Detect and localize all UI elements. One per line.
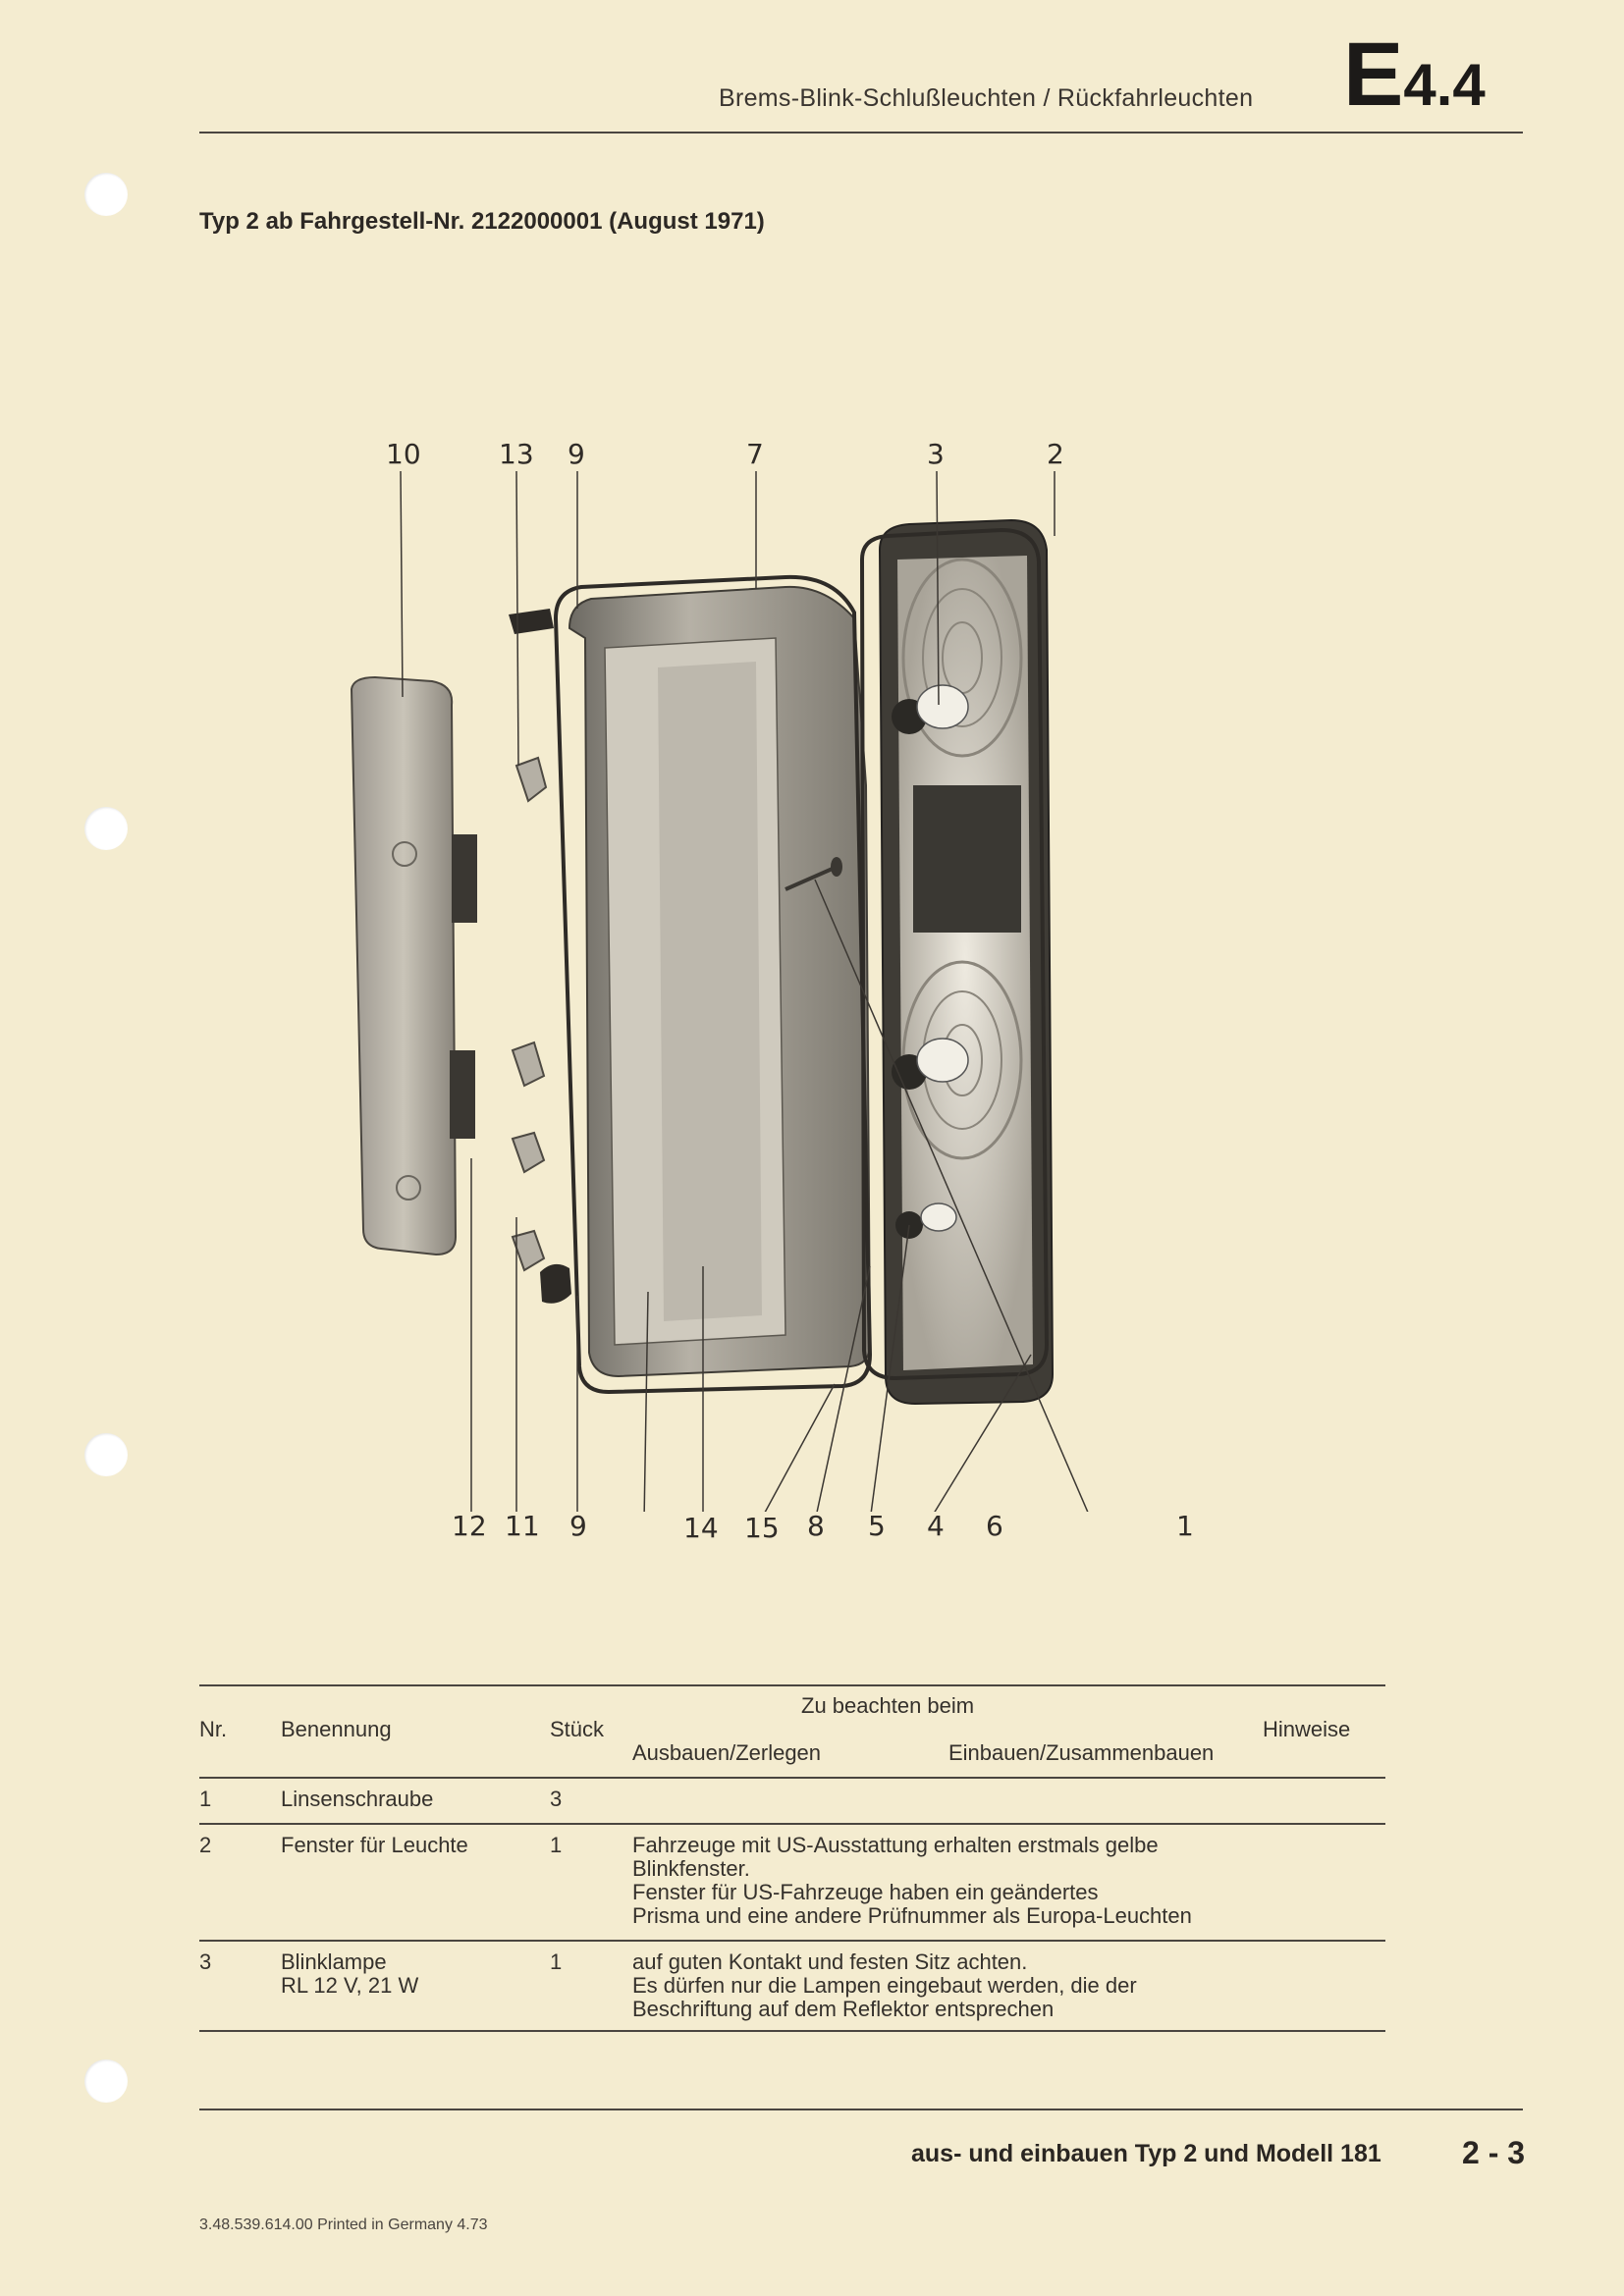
callout-number: 4	[927, 1510, 945, 1542]
table-cell-stueck: 1	[550, 1949, 563, 1974]
lens-window-part	[880, 520, 1053, 1404]
punch-hole	[84, 2059, 128, 2103]
callout-number: 11	[505, 1510, 540, 1542]
table-cell-benennung: Linsenschraube	[281, 1787, 434, 1811]
table-cell-benennung: Fenster für Leuchte	[281, 1833, 468, 1857]
table-cell-benennung: RL 12 V, 21 W	[281, 1973, 419, 1998]
callout-number: 12	[452, 1510, 487, 1542]
table-top-rule	[199, 1684, 1385, 1686]
table-header-group: Zu beachten beim	[801, 1693, 975, 1718]
callout-number: 1	[1176, 1510, 1194, 1542]
exploded-view-diagram	[324, 432, 1267, 1512]
callout-number: 7	[746, 438, 764, 470]
table-cell-text-line: Fenster für US-Fahrzeuge haben ein geändertes	[632, 1880, 1099, 1904]
punch-hole	[84, 1433, 128, 1476]
table-header-benennung: Benennung	[281, 1717, 392, 1741]
table-cell-stueck: 3	[550, 1787, 563, 1811]
callout-number: 2	[1047, 438, 1064, 470]
table-cell-nr: 1	[199, 1787, 212, 1811]
lamp-housing-part	[569, 587, 870, 1376]
table-cell-nr: 2	[199, 1833, 212, 1857]
section-letter: E	[1343, 25, 1404, 125]
callout-number: 15	[744, 1512, 780, 1544]
table-cell-text-line: Beschriftung auf dem Reflektor entsprechen	[632, 1997, 1055, 2021]
punch-hole	[84, 173, 128, 216]
table-header-einbauen: Einbauen/Zusammenbauen	[948, 1740, 1215, 1765]
table-cell-stueck: 1	[550, 1833, 563, 1857]
table-row-rule	[199, 1940, 1385, 1942]
callout-number: 14	[683, 1512, 719, 1544]
table-cell-benennung: Blinklampe	[281, 1949, 387, 1974]
callout-number: 10	[386, 438, 421, 470]
callout-number: 9	[569, 1510, 587, 1542]
contact-clip-part	[513, 758, 546, 1270]
footer-rule	[199, 2109, 1523, 2110]
callout-number: 5	[868, 1510, 886, 1542]
table-header-stueck: Stück	[550, 1717, 605, 1741]
callout-number: 13	[499, 438, 534, 470]
table-header-rule	[199, 1777, 1385, 1779]
callout-number: 8	[807, 1510, 825, 1542]
table-cell-nr: 3	[199, 1949, 212, 1974]
table-header-nr: Nr.	[199, 1717, 228, 1741]
subtitle: Typ 2 ab Fahrgestell-Nr. 2122000001 (August 1971)	[199, 208, 765, 235]
callout-number: 6	[986, 1510, 1003, 1542]
table-header-ausbauen: Ausbauen/Zerlegen	[632, 1740, 822, 1765]
table-row-rule	[199, 1823, 1385, 1825]
table-cell-text-line: Es dürfen nur die Lampen eingebaut werden, die der	[632, 1973, 1137, 1998]
table-cell-text-line: Fahrzeuge mit US-Ausstattung erhalten erstmals gelbe	[632, 1833, 1159, 1857]
page-number: 2 - 3	[1462, 2135, 1526, 2170]
section-number: 4.4	[1403, 52, 1486, 118]
callout-number: 9	[568, 438, 585, 470]
section-code	[1343, 25, 1486, 125]
callout-number: 3	[927, 438, 945, 470]
table-bottom-rule	[199, 2030, 1385, 2032]
rear-cover-part	[352, 677, 477, 1255]
header-rule	[199, 132, 1523, 133]
table-cell-text-line: Prisma und eine andere Prüfnummer als Europa-Leuchten	[632, 1903, 1192, 1928]
table-cell-text-line: Blinkfenster.	[632, 1856, 750, 1881]
punch-hole	[84, 807, 128, 850]
footer-title: aus- und einbauen Typ 2 und Modell 181	[911, 2140, 1381, 2167]
table-cell-text-line: auf guten Kontakt und festen Sitz achten.	[632, 1949, 1028, 1974]
print-info: 3.48.539.614.00 Printed in Germany 4.73	[199, 2216, 488, 2233]
header-title: Brems-Blink-Schlußleuchten / Rückfahrleuchten	[719, 84, 1254, 112]
table-header-hinweise: Hinweise	[1263, 1717, 1351, 1741]
